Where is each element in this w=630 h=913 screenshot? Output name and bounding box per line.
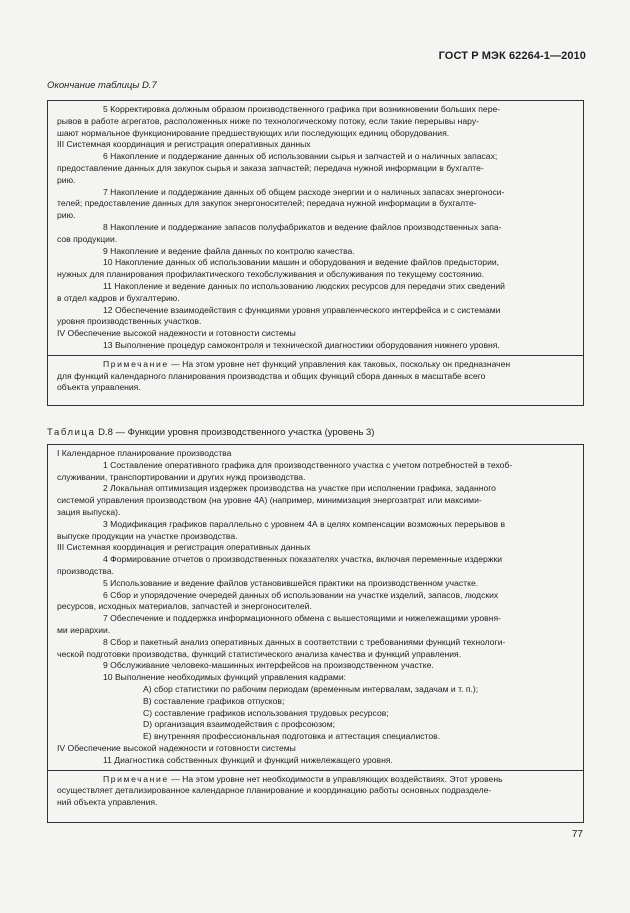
- table-line: служивании, транспортировании и других нужд производства.: [57, 471, 306, 482]
- table-line: I Календарное планирование производства: [57, 448, 232, 458]
- note-label: Примечание: [103, 773, 169, 784]
- note-line: осуществляет детализированное календарное планирование и координацию работы основных подразделе-: [57, 785, 492, 796]
- table-line: 10 Выполнение необходимых функций управления кадрами:: [103, 672, 347, 683]
- table-line: III Системная координация и регистрация оперативных данных: [57, 542, 311, 553]
- table2: [47, 444, 584, 823]
- page-number: 77: [571, 829, 583, 840]
- note-line: [57, 359, 573, 371]
- table-line: ческой подготовки производства, функций статистического анализа качества и функций управления.: [57, 648, 462, 659]
- table-line: зация выпуска).: [57, 506, 121, 517]
- note-line: [57, 774, 573, 786]
- table-line: Е) внутренняя профессиональная подготовка и аттестация специалистов.: [143, 731, 441, 742]
- table-line: 13 Выполнение процедур самоконтроля и технической диагностики оборудования нижнего уровня.: [103, 339, 500, 350]
- table-line: рывов в работе агрегатов, расположенных ниже по технологическому потоку, если такие перерывы нару-: [57, 115, 479, 126]
- table-line: 8 Сбор и пакетный анализ оперативных данных в соответствии с требованиями функций технологи-: [103, 636, 506, 647]
- table2-caption: [47, 427, 374, 438]
- table-line: IV Обеспечение высокой надежности и готовности системы: [57, 328, 296, 339]
- table-line: IV Обеспечение высокой надежности и готовности системы: [57, 742, 296, 753]
- table-line: 12 Обеспечение взаимодействия с функциями уровня управленческого интерфейса и с системами: [103, 304, 501, 315]
- table-line: 7 Обеспечение и поддержка информационного обмена с вышестоящими и нижележащими уровня-: [103, 613, 502, 624]
- table-line: 6 Накопление и поддержание данных об использовании сырья и запчастей и о наличных запасах;: [103, 151, 498, 162]
- table-line: 3 Модификация графиков параллельно с уровнем 4А в целях компенсации возможных перерывов в: [103, 518, 506, 529]
- table-line: 5 Корректировка должным образом производственного графика при возникновении больших пере-: [103, 104, 501, 114]
- table-line: в отдел кадров и бухгалтерию.: [57, 292, 180, 303]
- table-line: производства.: [57, 565, 114, 576]
- note-line: ний объекта управления.: [57, 797, 158, 808]
- table-line: 5 Использование и ведение файлов установившейся практики на производственном участке.: [103, 577, 479, 588]
- table2-rows: [48, 445, 583, 771]
- table2-caption-prefix: Таблица: [47, 427, 96, 438]
- table-line: 11 Накопление и ведение данных по использованию людских ресурсов для передачи этих сведений: [103, 280, 505, 291]
- table-line: системой управления производством (на уровне 4А) (например, минимизация энергозатрат или максими-: [57, 495, 482, 506]
- table-line: 7 Накопление и поддержание данных об общем расходе энергии и о наличных запасах энергоноси-: [103, 186, 505, 197]
- table-line: предоставление данных для закупок сырья и заказа запчастей; передача нужной информации в бухгалте-: [57, 162, 484, 173]
- table1-note: [48, 356, 583, 397]
- table-line: 2 Локальная оптимизация издержек производства на участке при исполнении графика, заданного: [103, 483, 496, 494]
- table-line: рию.: [57, 174, 76, 185]
- note-text: — На этом уровне нет функций управления как таковых, поскольку он предназначен: [171, 358, 511, 369]
- table-line: 8 Накопление и поддержание запасов полуфабрикатов и ведение файлов производственных запа-: [103, 221, 502, 232]
- table2-caption-text: D.8 — Функции уровня производственного участка (уровень 3): [98, 427, 375, 438]
- table-line: шают нормальное функционирование предшествующих или последующих единиц оборудования.: [57, 127, 450, 138]
- note-line: для функций календарного планирования производства и общих функций сбора данных в масштабе всего: [57, 370, 486, 381]
- table-line: А) сбор статистики по рабочим периодам (временным интервалам, задачам и т. п.);: [143, 683, 479, 694]
- table-line: 9 Накопление и ведение файла данных по контролю качества.: [103, 245, 355, 256]
- table1-caption: Окончание таблицы D.7: [47, 80, 157, 91]
- table2-note: [48, 771, 583, 812]
- table-line: выпуске продукции на участке производства.: [57, 530, 238, 541]
- table-line: ресурсов, исходных материалов, запчастей и энергоносителей.: [57, 601, 312, 612]
- note-line: объекта управления.: [57, 382, 141, 393]
- table-line: III Системная координация и регистрация оперативных данных: [57, 139, 311, 150]
- table-line: ми иерархии.: [57, 624, 111, 635]
- table1: [47, 100, 584, 406]
- table-line: 1 Составление оперативного графика для производственного участка с учетом потребностей в техоб-: [103, 459, 513, 470]
- note-label: Примечание: [103, 358, 169, 369]
- table-line: 10 Накопление данных об использовании машин и оборудования и ведение файлов предыстории,: [103, 257, 500, 268]
- table-line: 4 Формирование отчетов о производственных показателях участка, включая переменные издержки: [103, 554, 503, 565]
- table-line: 9 Обслуживание человеко-машинных интерфейсов на производственном участке.: [103, 660, 434, 671]
- table1-rows: [48, 101, 583, 356]
- table-line: В) составление графиков отпусков;: [143, 695, 285, 706]
- table-line: С) составление графиков использования трудовых ресурсов;: [143, 707, 389, 718]
- standard-header: ГОСТ Р МЭК 62264-1—2010: [438, 50, 586, 62]
- table-line: рию.: [57, 210, 76, 221]
- table-line: 11 Диагностика собственных функций и функций нижележащего уровня.: [103, 754, 393, 765]
- note-text: — На этом уровне нет необходимости в управляющих воздействиях. Этот уровень: [171, 773, 503, 784]
- table-line: сов продукции.: [57, 233, 118, 244]
- table-line: 6 Сбор и упорядочение очередей данных об использовании на участке изделий, запасов, людских: [103, 589, 499, 600]
- table-line: D) организация взаимодействия с профсоюзом;: [143, 719, 335, 730]
- table-line: уровня производственных участков.: [57, 316, 202, 327]
- table-line: нужных для планирования профилактического техобслуживания и обслуживания по текущему состоянию.: [57, 269, 485, 280]
- table-line: телей; предоставление данных для закупок энергоносителей; передача нужной информации в бухгалте-: [57, 198, 477, 209]
